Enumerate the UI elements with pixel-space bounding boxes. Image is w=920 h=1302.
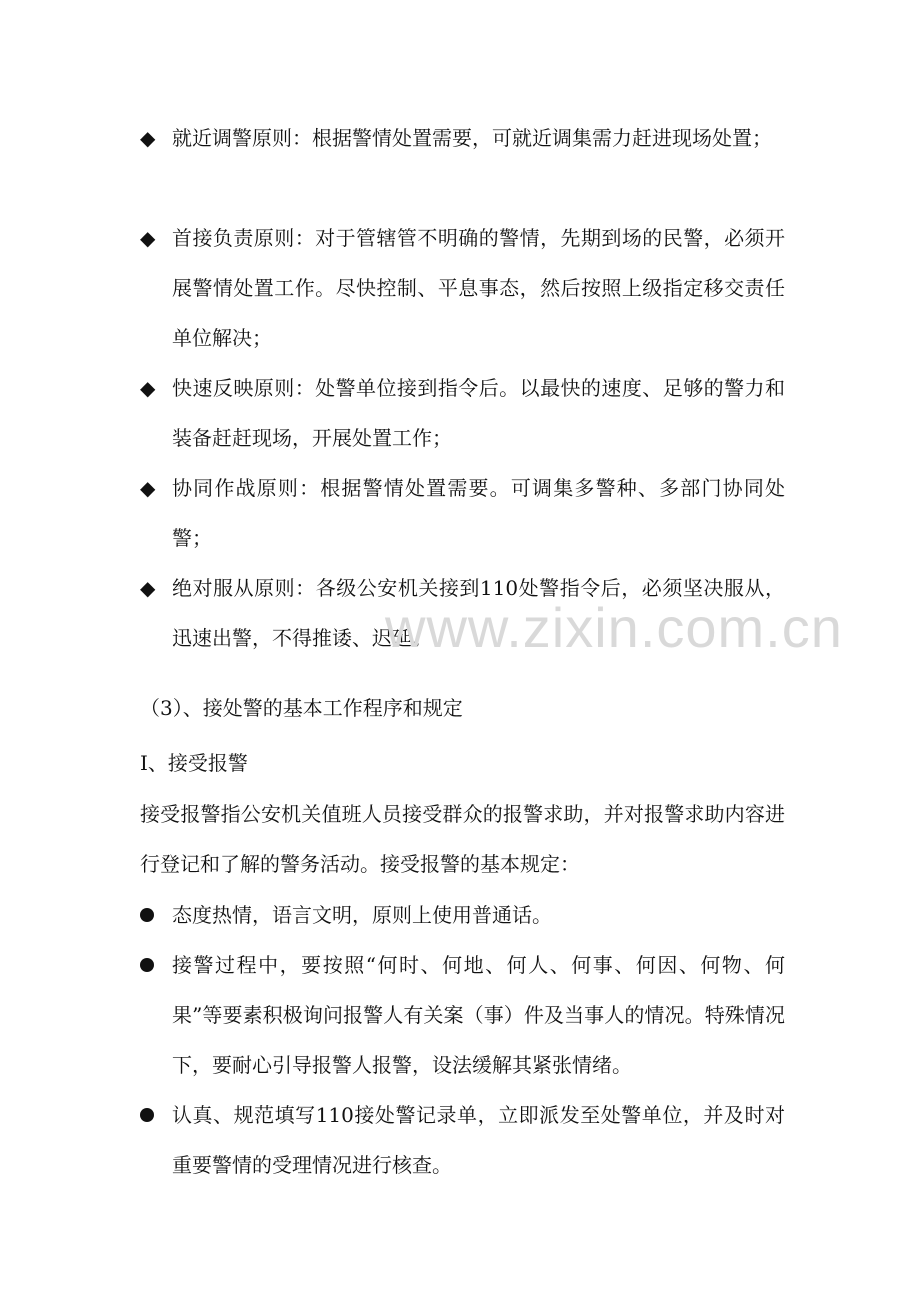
intro-paragraph: 接受报警指公安机关值班人员接受群众的报警求助，并对报警求助内容进行登记和了解的警务活动。接受报警的基本规定：: [140, 802, 785, 876]
rule-item: [140, 890, 785, 940]
round-bullet-icon: [140, 890, 166, 940]
principle-item: [140, 363, 785, 463]
section-heading: （3）、接处警的基本工作程序和规定: [140, 696, 463, 720]
principle-text: 就近调警原则：根据警情处置需要，可就近调集需力赶进现场处置；: [172, 126, 772, 150]
principle-text: 首接负责原则：对于管辖管不明确的警情，先期到场的民警，必须开展警情处置工作。尽快控制、平息事态，然后按照上级指定移交责任单位解决；: [172, 226, 785, 350]
diamond-bullet-icon: ◆: [140, 126, 156, 150]
round-bullet-icon: [140, 940, 166, 990]
subheading: I、接受报警: [140, 751, 248, 775]
principle-text: 快速反映原则：处警单位接到指令后。以最快的速度、足够的警力和装备赶赶现场，开展处置工作；: [172, 376, 785, 450]
watermark: www.zixin.com.cn: [385, 596, 843, 659]
principle-item: [140, 463, 785, 563]
principle-item: [140, 213, 785, 363]
round-bullet-icon: [140, 1090, 166, 1140]
rule-text: 态度热情，语言文明，原则上使用普通话。: [172, 903, 552, 927]
principle-text: 绝对服从原则：各级公安机关接到110处警指令后，必须坚决服从，迅速出警，不得推诿、迟延。: [172, 576, 785, 650]
principle-item: [140, 113, 785, 163]
rule-text: 接警过程中，要按照“何时、何地、何人、何事、何因、何物、何果”等要素积极询问报警人有关案（事）件及当事人的情况。特殊情况下，要耐心引导报警人报警，设法缓解其紧张情绪。: [172, 953, 785, 1077]
diamond-bullet-icon: ◆: [140, 476, 156, 500]
rule-item: [140, 1090, 785, 1190]
diamond-bullet-icon: ◆: [140, 226, 156, 250]
rule-text: 认真、规范填写110接处警记录单，立即派发至处警单位，并及时对重要警情的受理情况进行核查。: [172, 1103, 785, 1177]
diamond-bullet-icon: ◆: [140, 376, 156, 400]
principle-text: 协同作战原则：根据警情处置需要。可调集多警种、多部门协同处警；: [172, 476, 785, 550]
rule-item: [140, 940, 785, 1090]
diamond-bullet-icon: ◆: [140, 576, 156, 600]
